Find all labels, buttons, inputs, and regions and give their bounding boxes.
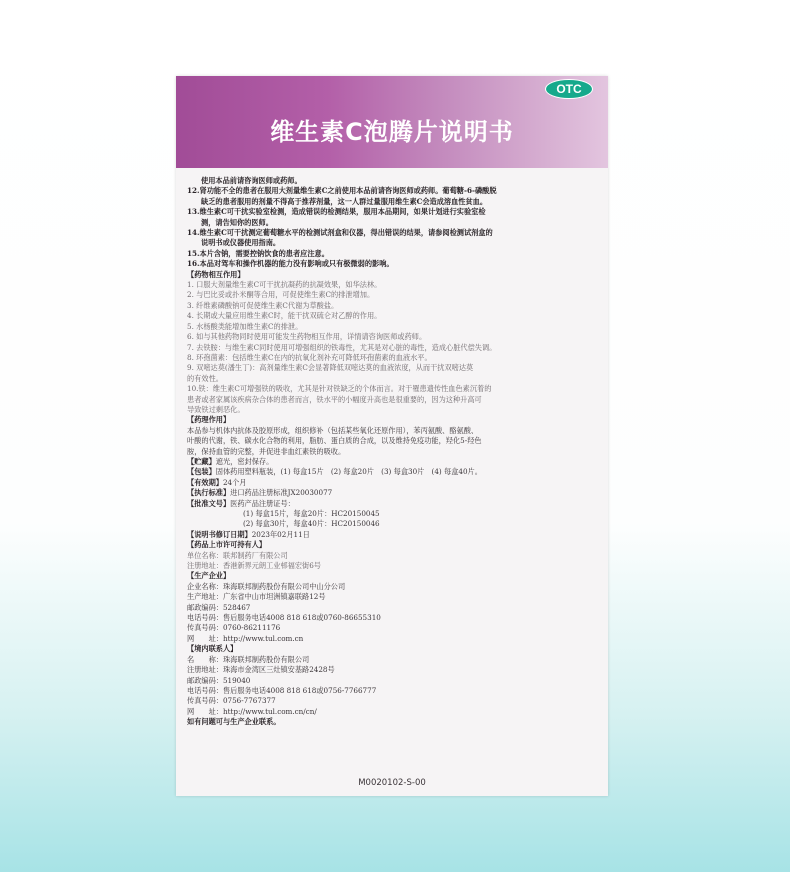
standard-row [187, 488, 601, 498]
contact-line: 名 称：珠海联邦制药股份有限公司 [187, 654, 310, 664]
storage-text: 遮光，密封保存。 [215, 456, 274, 466]
precaution-line: 13.维生素C可干扰实验室检测，造成错误的检测结果，服用本品期间，如果计划进行实验室检 [187, 207, 486, 217]
packaging-heading: 【包装】 [187, 467, 216, 477]
contact-line: 注册地址：珠海市金湾区三灶镇安基路2428号 [187, 665, 335, 675]
validity-heading: 【有效期】 [187, 477, 223, 487]
precaution-line: 缺乏的患者服用的剂量不得高于推荐剂量，这一人群过量服用维生素C会造成溶血性贫血。 [201, 196, 488, 206]
approval-row [187, 499, 601, 509]
interaction-line: 9. 双嘧达莫(潘生丁)：高剂量维生素C会显著降低双嘧达莫的血液浓度，从而干扰双嘧达莫 [187, 363, 474, 373]
approval-heading: 【批准文号】 [187, 498, 231, 508]
standard-text: 进口药品注册标准JX20030077 [230, 488, 333, 498]
document-code: M0020102-S-00 [358, 778, 426, 788]
revision-row [187, 530, 601, 540]
interactions-heading: 【药物相互作用】 [187, 269, 245, 279]
precaution-line: 14.维生素C可干扰测定葡萄糖水平的检测试剂盒和仪器，得出错误的结果，请参阅检测试剂盒的 [187, 228, 493, 238]
manufacturer-line: 企业名称：珠海联邦制药股份有限公司中山分公司 [187, 581, 346, 591]
contact-line: 邮政编码：519040 [187, 675, 251, 685]
precaution-line: 测，请告知你的医师。 [201, 217, 273, 227]
interaction-line: 的有效性。 [187, 373, 223, 383]
contact-heading: 【境内联系人】 [187, 644, 238, 654]
manufacturer-line: 邮政编码：528467 [187, 602, 251, 612]
storage-heading: 【贮藏】 [187, 456, 216, 466]
leaflet-body [187, 176, 601, 728]
manufacturer-line: 传真号码：0760-86211176 [187, 623, 281, 633]
leaflet-page [176, 76, 608, 796]
manufacturer-heading: 【生产企业】 [187, 571, 231, 581]
precaution-line: 16.本品对驾车和操作机器的能力没有影响或只有极微弱的影响。 [187, 259, 394, 269]
precaution-line: 使用本品前请咨询医师或药师。 [201, 176, 302, 185]
approval-line: (2) 每盒30片，每盒40片：HC20150046 [243, 519, 380, 529]
pharmacology-heading: 【药理作用】 [187, 415, 231, 425]
holder-line: 注册地址：香港新界元朗工业邨福宏街6号 [187, 561, 321, 571]
interaction-line: 3. 纤维素磷酸钠可促使维生素C代谢为草酸盐。 [187, 300, 339, 310]
approval-line: (1) 每盒15片，每盒20片：HC20150045 [243, 509, 380, 518]
footer-note: 如有问题可与生产企业联系。 [187, 717, 281, 727]
pharmacology-line: 本品参与机体内抗体及胶原形成，组织修补（包括某些氧化还原作用），苯丙氨酸、酪氨酸、 [187, 425, 479, 435]
manufacturer-line: 电话号码：售后服务电话4008 818 618或0760-86655310 [187, 613, 381, 623]
interaction-line: 4. 长期或大量应用维生素C时，能干扰双硫仑对乙醇的作用。 [187, 311, 382, 321]
interaction-line: 8. 环孢菌素：包括维生素C在内的抗氧化剂补充可降低环孢菌素的血液水平。 [187, 352, 432, 362]
contact-line: 传真号码：0756-7767377 [187, 696, 276, 706]
interaction-line: 1. 口服大剂量维生素C可干扰抗凝药的抗凝效果，如华法林。 [187, 280, 382, 290]
manufacturer-line: 网 址：http://www.tul.com.cn [187, 633, 304, 643]
storage-row [187, 457, 601, 467]
interaction-line: 7. 去铁胺：与维生素C同时使用可增强组织的铁毒性，尤其是对心脏的毒性，造成心脏代偿失调。 [187, 342, 497, 352]
interaction-line: 6. 如与其他药物同时使用可能发生药物相互作用，详情请咨询医师或药师。 [187, 332, 427, 342]
validity-row [187, 478, 601, 488]
interaction-line: 2. 与巴比妥或扑米酮等合用，可促使维生素C的排泄增加。 [187, 290, 375, 300]
pharmacology-line: 胺，保持血管的完整，并促进非血红素铁的吸收。 [187, 446, 346, 456]
interaction-line: 10.铁：维生素C可增强铁的吸收，尤其是针对铁缺乏的个体而言。对于罹患遗传性血色素沉着的 [187, 384, 492, 394]
interaction-line: 5. 水杨酸类能增加维生素C的排泄。 [187, 321, 303, 331]
holder-line: 单位名称：联邦制药厂有限公司 [187, 550, 288, 560]
otc-badge: OTC [545, 79, 593, 99]
revision-heading: 【说明书修订日期】 [187, 529, 252, 539]
precaution-line: 说明书或仪器使用指南。 [201, 238, 281, 248]
precaution-line: 12.肾功能不全的患者在服用大剂量维生素C之前使用本品前请咨询医师或药师。葡萄糖-6-磷酸脱 [187, 186, 497, 196]
interaction-line: 患者或者家属该疾病杂合体的患者而言，铁水平的小幅度升高也是很重要的，因为这种升高可 [187, 394, 482, 404]
approval-text: 医药产品注册证号： [230, 498, 295, 508]
revision-text: 2023年02月11日 [251, 529, 310, 539]
contact-line: 电话号码：售后服务电话4008 818 618或0756-7766777 [187, 685, 377, 695]
pharmacology-line: 叶酸的代谢，铁、碳水化合物的利用，脂肪、蛋白质的合成，以及维持免疫功能，羟化5-羟色 [187, 436, 482, 446]
validity-text: 24个月 [222, 477, 247, 487]
manufacturer-line: 生产地址：广东省中山市坦洲镇嘉联路12号 [187, 592, 326, 602]
precaution-line: 15.本片含钠，需要控钠饮食的患者应注意。 [187, 248, 329, 258]
standard-heading: 【执行标准】 [187, 488, 231, 498]
packaging-row [187, 467, 601, 477]
title-banner [176, 76, 608, 168]
document-title: 维生素C泡腾片说明书 [270, 118, 514, 146]
packaging-text: 固体药用塑料瓶装，(1) 每盒15片 (2) 每盒20片 (3) 每盒30片 (4) 每盒40片。 [215, 467, 482, 477]
interaction-line: 导致铁过剩恶化。 [187, 404, 245, 414]
holder-heading: 【药品上市许可持有人】 [187, 540, 267, 550]
contact-line: 网 址：http://www.tul.com.cn/cn/ [187, 706, 317, 716]
